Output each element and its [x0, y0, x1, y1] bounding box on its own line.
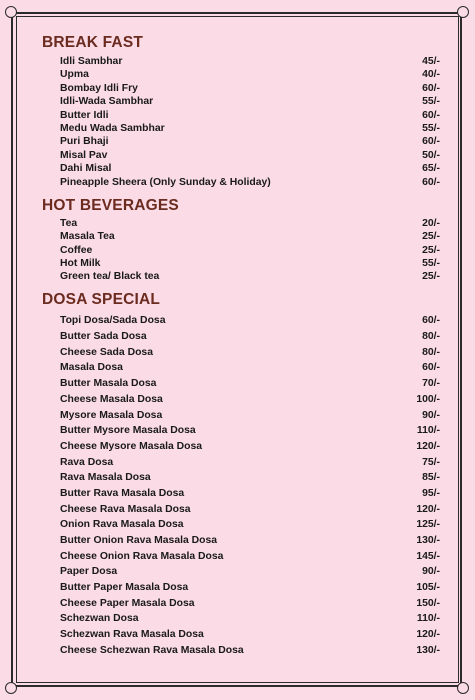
item-name: Masala Tea [60, 231, 115, 243]
item-price: 55/- [422, 96, 440, 108]
item-name: Paper Dosa [60, 566, 118, 578]
menu-item [60, 580, 440, 596]
item-price: 25/- [422, 244, 440, 256]
item-price: 85/- [422, 472, 440, 484]
item-price: 130/- [416, 644, 440, 656]
menu-item [60, 329, 440, 345]
section-title-breakfast: BREAK FAST [42, 34, 144, 51]
menu-list-hot-beverages [42, 217, 440, 283]
menu-item [60, 82, 440, 95]
item-name: Tea [60, 217, 78, 229]
menu-item [60, 564, 440, 580]
section-dosa-special [42, 289, 440, 658]
item-price: 45/- [422, 56, 440, 67]
item-name: Idli Sambhar [60, 56, 123, 67]
corner-ornament-top-right [457, 6, 469, 18]
item-name: Cheese Onion Rava Masala Dosa [60, 550, 224, 562]
menu-item [60, 502, 440, 518]
item-name: Coffee [60, 244, 93, 256]
item-price: 55/- [422, 122, 440, 134]
item-name: Butter Masala Dosa [60, 378, 157, 390]
item-price: 55/- [422, 257, 440, 269]
menu-item [60, 122, 440, 135]
item-name: Green tea/ Black tea [60, 271, 160, 283]
item-price: 60/- [422, 82, 440, 94]
menu-item [60, 423, 440, 439]
menu-item [60, 345, 440, 361]
menu-item [60, 270, 440, 283]
item-price: 100/- [416, 393, 440, 405]
menu-item [60, 162, 440, 175]
item-price: 120/- [416, 503, 440, 515]
menu-item [60, 217, 440, 230]
item-name: Misal Pav [60, 149, 108, 161]
item-name: Cheese Mysore Masala Dosa [60, 440, 203, 452]
item-name: Butter Rava Masala Dosa [60, 487, 185, 499]
item-name: Medu Wada Sambhar [60, 122, 165, 134]
item-name: Cheese Masala Dosa [60, 393, 163, 405]
item-price: 120/- [416, 629, 440, 641]
menu-item [60, 55, 440, 68]
menu-item [60, 95, 440, 108]
section-title-hot-beverages: HOT BEVERAGES [42, 196, 179, 214]
item-name: Cheese Schezwan Rava Masala Dosa [60, 644, 244, 656]
item-price: 80/- [422, 346, 440, 358]
corner-ornament-bottom-left [5, 682, 17, 694]
item-price: 50/- [422, 149, 440, 161]
item-price: 75/- [422, 456, 440, 468]
item-price: 120/- [416, 440, 440, 452]
menu-item [60, 109, 440, 122]
item-price: 80/- [422, 331, 440, 343]
menu-item [60, 627, 440, 643]
item-price: 150/- [416, 597, 440, 609]
item-name: Puri Bhaji [60, 136, 109, 148]
item-name: Topi Dosa/Sada Dosa [60, 315, 166, 327]
item-name: Cheese Rava Masala Dosa [60, 503, 191, 515]
item-price: 20/- [422, 217, 440, 229]
menu-item [60, 392, 440, 408]
item-price: 145/- [416, 550, 440, 562]
section-breakfast [42, 32, 440, 189]
item-name: Upma [60, 69, 89, 81]
item-price: 110/- [416, 425, 440, 437]
item-name: Butter Onion Rava Masala Dosa [60, 535, 218, 547]
item-name: Pineapple Sheera (Only Sunday & Holiday) [60, 176, 271, 188]
item-price: 90/- [422, 566, 440, 578]
menu-item [60, 486, 440, 502]
menu-item [60, 68, 440, 81]
menu-list-dosa-special [42, 313, 440, 658]
item-price: 60/- [422, 315, 440, 327]
item-price: 60/- [422, 176, 440, 188]
item-name: Butter Paper Masala Dosa [60, 582, 189, 594]
item-price: 90/- [422, 409, 440, 421]
corner-ornament-bottom-right [457, 682, 469, 694]
item-name: Butter Mysore Masala Dosa [60, 425, 196, 437]
menu-item [60, 549, 440, 565]
item-price: 95/- [422, 487, 440, 499]
item-price: 125/- [416, 519, 440, 531]
item-name: Cheese Sada Dosa [60, 346, 153, 358]
item-price: 25/- [422, 271, 440, 283]
item-price: 60/- [422, 362, 440, 374]
item-name: Butter Idli [60, 109, 109, 121]
item-price: 110/- [416, 613, 440, 625]
item-price: 105/- [416, 582, 440, 594]
item-name: Rava Masala Dosa [60, 472, 151, 484]
menu-item [60, 517, 440, 533]
menu-item [60, 408, 440, 424]
menu-item [60, 149, 440, 162]
menu-item [60, 643, 440, 659]
item-name: Butter Sada Dosa [60, 331, 147, 343]
item-price: 40/- [422, 69, 440, 81]
menu-item [60, 360, 440, 376]
item-name: Cheese Paper Masala Dosa [60, 597, 195, 609]
corner-ornament-top-left [5, 6, 17, 18]
section-hot-beverages [42, 195, 440, 283]
item-price: 60/- [422, 109, 440, 121]
item-price: 130/- [416, 535, 440, 547]
menu-item [60, 230, 440, 243]
item-name: Schezwan Dosa [60, 613, 139, 625]
item-name: Bombay Idli Fry [60, 82, 138, 94]
item-name: Dahi Misal [60, 163, 112, 175]
item-name: Masala Dosa [60, 362, 123, 374]
menu-item [60, 313, 440, 329]
menu-item [60, 470, 440, 486]
menu-item [60, 176, 440, 189]
menu-content [42, 32, 440, 659]
item-name: Hot Milk [60, 257, 101, 269]
item-price: 70/- [422, 378, 440, 390]
menu-item [60, 257, 440, 270]
item-name: Onion Rava Masala Dosa [60, 519, 184, 531]
item-name: Mysore Masala Dosa [60, 409, 163, 421]
menu-list-breakfast [42, 55, 440, 189]
menu-item [60, 596, 440, 612]
menu-item [60, 611, 440, 627]
menu-item [60, 439, 440, 455]
section-title-dosa-special: DOSA SPECIAL [42, 291, 161, 309]
item-name: Idli-Wada Sambhar [60, 96, 154, 108]
item-price: 60/- [422, 136, 440, 148]
menu-item [60, 244, 440, 257]
menu-item [60, 533, 440, 549]
menu-item [60, 135, 440, 148]
item-price: 25/- [422, 231, 440, 243]
item-name: Rava Dosa [60, 456, 114, 468]
menu-item [60, 455, 440, 471]
item-name: Schezwan Rava Masala Dosa [60, 629, 204, 641]
menu-item [60, 376, 440, 392]
item-price: 65/- [422, 163, 440, 175]
